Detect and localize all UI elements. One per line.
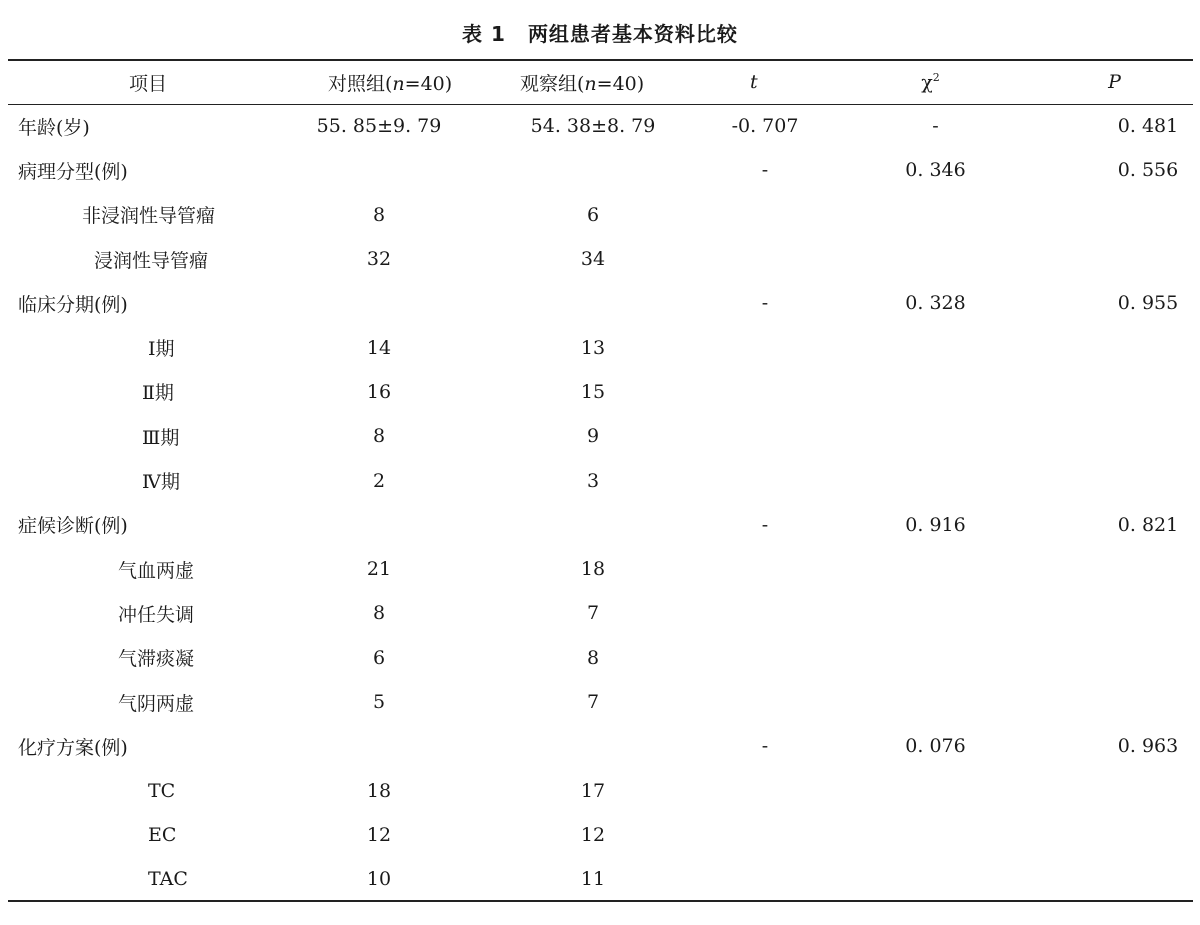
p-value: 0. 955 bbox=[1117, 292, 1179, 315]
p-value: 0. 556 bbox=[1117, 159, 1179, 182]
header-t: t bbox=[660, 60, 863, 104]
observe-value: 54. 38±8. 79 bbox=[530, 115, 656, 138]
observe-value: 7 bbox=[586, 691, 600, 713]
observe-value bbox=[520, 281, 660, 325]
t-value bbox=[660, 680, 863, 724]
row-label: 气血两虚 bbox=[118, 559, 195, 582]
table-row bbox=[8, 148, 1193, 192]
t-value bbox=[660, 458, 863, 502]
t-value: - bbox=[761, 513, 769, 536]
control-value: 55. 85±9. 79 bbox=[316, 115, 442, 138]
observe-value: 9 bbox=[586, 425, 600, 448]
row-label: 浸润性导管瘤 bbox=[94, 249, 209, 272]
observe-value bbox=[520, 724, 660, 768]
t-value bbox=[660, 237, 863, 281]
p-value bbox=[1008, 370, 1193, 414]
chi-value bbox=[863, 636, 1008, 680]
table-title: 两组患者基本资料比较 bbox=[527, 22, 738, 46]
row-label: 气阴两虚 bbox=[118, 692, 195, 715]
table-row bbox=[8, 370, 1193, 414]
observe-value: 12 bbox=[580, 823, 606, 846]
control-value: 2 bbox=[372, 469, 386, 492]
table-row bbox=[8, 591, 1193, 635]
control-value: 10 bbox=[304, 857, 520, 901]
t-value: - bbox=[761, 292, 769, 315]
control-value: 6 bbox=[372, 646, 386, 669]
observe-value: 11 bbox=[520, 857, 660, 901]
header-control-group: 对照组(n=40) bbox=[304, 60, 520, 104]
observe-value: 18 bbox=[580, 558, 606, 581]
control-value: 8 bbox=[372, 425, 386, 448]
table-row bbox=[8, 636, 1193, 680]
observe-value: 34 bbox=[580, 248, 606, 271]
control-value: 8 bbox=[372, 203, 386, 226]
row-label: 病理分型(例) bbox=[18, 160, 128, 183]
control-value: 21 bbox=[366, 558, 392, 581]
t-value bbox=[660, 370, 863, 414]
control-value bbox=[304, 503, 520, 547]
control-value: 14 bbox=[366, 336, 392, 359]
row-label: Ⅱ期 bbox=[142, 382, 174, 405]
t-value bbox=[660, 547, 863, 591]
control-value: 12 bbox=[366, 823, 392, 846]
table-caption bbox=[0, 18, 1200, 47]
chi-value bbox=[863, 547, 1008, 591]
chi-value bbox=[863, 193, 1008, 237]
observe-value: 8 bbox=[586, 646, 600, 669]
table-row bbox=[8, 813, 1193, 857]
row-label: 年龄(岁) bbox=[18, 116, 90, 139]
observe-value: 17 bbox=[580, 779, 606, 802]
table-row bbox=[8, 193, 1193, 237]
chi-value: 0. 328 bbox=[905, 292, 966, 315]
table-row bbox=[8, 724, 1193, 768]
chi-value bbox=[863, 458, 1008, 502]
t-value bbox=[660, 193, 863, 237]
observe-value: 13 bbox=[580, 336, 606, 359]
p-value bbox=[1008, 237, 1193, 281]
p-value: 0. 821 bbox=[1117, 513, 1179, 536]
p-value bbox=[1008, 680, 1193, 724]
header-p: P bbox=[1008, 60, 1193, 104]
row-label: 非浸润性导管瘤 bbox=[82, 205, 216, 228]
chi-value bbox=[863, 370, 1008, 414]
row-label: Ⅳ期 bbox=[142, 471, 180, 494]
observe-value: 3 bbox=[586, 469, 600, 492]
control-value bbox=[304, 281, 520, 325]
control-value: 8 bbox=[372, 602, 386, 625]
p-value bbox=[1008, 813, 1193, 857]
t-value bbox=[660, 325, 863, 369]
table-row bbox=[8, 325, 1193, 369]
p-value bbox=[1008, 325, 1193, 369]
t-value bbox=[660, 591, 863, 635]
chi-value: 0. 916 bbox=[905, 513, 966, 536]
p-value bbox=[1008, 768, 1193, 812]
observe-value: 6 bbox=[586, 203, 600, 226]
table-header-row bbox=[8, 60, 1193, 104]
chi-value bbox=[863, 813, 1008, 857]
row-label: TAC bbox=[8, 857, 304, 901]
p-value bbox=[1008, 414, 1193, 458]
chi-value bbox=[863, 591, 1008, 635]
p-value bbox=[1008, 636, 1193, 680]
observe-value bbox=[520, 503, 660, 547]
chi-value bbox=[863, 325, 1008, 369]
chi-value: - bbox=[932, 115, 939, 138]
control-value: 18 bbox=[366, 779, 392, 802]
p-value bbox=[1008, 193, 1193, 237]
comparison-table bbox=[8, 59, 1193, 902]
chi-value bbox=[863, 680, 1008, 724]
table-number: 表 1 bbox=[462, 22, 506, 46]
table-row bbox=[8, 503, 1193, 547]
t-value bbox=[660, 813, 863, 857]
table-row bbox=[8, 237, 1193, 281]
row-label: Ⅲ期 bbox=[142, 426, 180, 449]
table-row bbox=[8, 414, 1193, 458]
control-value bbox=[304, 148, 520, 192]
chi-value bbox=[863, 857, 1008, 901]
table-row bbox=[8, 680, 1193, 724]
control-value: 5 bbox=[372, 691, 386, 713]
chi-value bbox=[863, 237, 1008, 281]
chi-value: 0. 346 bbox=[905, 159, 966, 182]
p-value bbox=[1008, 458, 1193, 502]
p-value bbox=[1008, 591, 1193, 635]
control-value: 16 bbox=[366, 380, 392, 403]
p-value: 0. 963 bbox=[1117, 735, 1179, 758]
chi-value bbox=[863, 768, 1008, 812]
row-label: 气滞痰凝 bbox=[118, 648, 195, 671]
observe-value bbox=[520, 148, 660, 192]
control-value: 32 bbox=[366, 248, 392, 271]
row-label: TC bbox=[148, 779, 176, 802]
table-row bbox=[8, 547, 1193, 591]
observe-value: 7 bbox=[586, 602, 600, 625]
t-value bbox=[660, 636, 863, 680]
table-row bbox=[8, 104, 1193, 148]
row-label: Ⅰ期 bbox=[148, 338, 175, 361]
p-value: 0. 481 bbox=[1117, 115, 1179, 138]
t-value bbox=[660, 857, 863, 901]
header-chi-square: $\chi^2$ bbox=[863, 60, 1008, 104]
row-label: 症候诊断(例) bbox=[18, 515, 128, 538]
header-observe-group: 观察组(n=40) bbox=[520, 60, 660, 104]
t-value bbox=[660, 768, 863, 812]
t-value: - bbox=[761, 159, 769, 182]
t-value bbox=[660, 414, 863, 458]
t-value: - bbox=[761, 735, 769, 758]
p-value bbox=[1008, 857, 1193, 901]
p-value bbox=[1008, 547, 1193, 591]
observe-value: 15 bbox=[580, 380, 606, 403]
row-label: EC bbox=[148, 823, 177, 846]
row-label: 冲任失调 bbox=[118, 603, 195, 626]
table-row bbox=[8, 458, 1193, 502]
row-label: 临床分期(例) bbox=[18, 293, 128, 316]
chi-value bbox=[863, 414, 1008, 458]
control-value bbox=[304, 724, 520, 768]
table-row bbox=[8, 857, 1193, 901]
table-row bbox=[8, 281, 1193, 325]
row-label: 化疗方案(例) bbox=[18, 736, 128, 759]
chi-value: 0. 076 bbox=[905, 735, 966, 758]
table-row bbox=[8, 768, 1193, 812]
header-item: 项目 bbox=[8, 60, 304, 104]
t-value: -0. 707 bbox=[731, 115, 799, 138]
